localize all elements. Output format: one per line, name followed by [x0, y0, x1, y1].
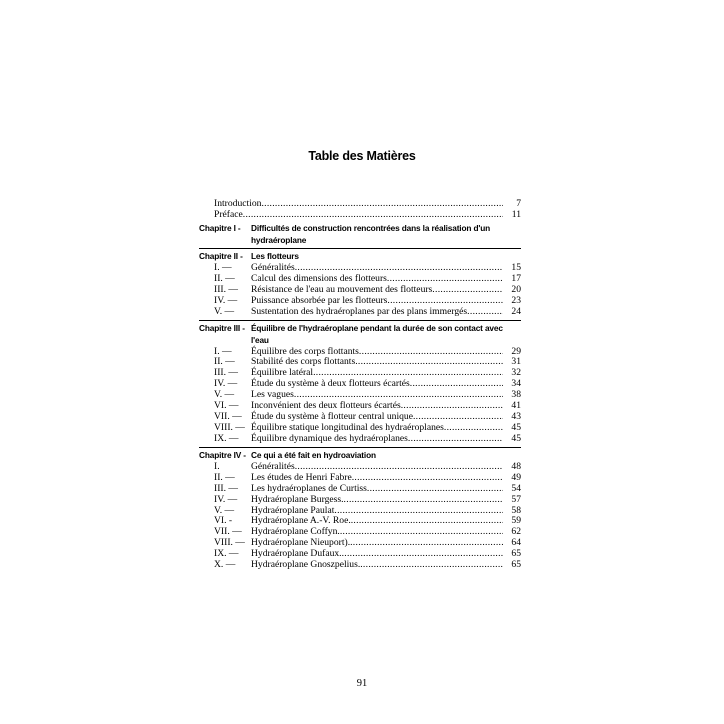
- toc-entry-page: 45: [511, 433, 521, 445]
- toc-entry-label: Étude du système à flotteur central unique: [251, 411, 413, 423]
- leader-dots: [334, 506, 503, 517]
- toc-entry: [199, 307, 521, 318]
- toc-entry: [199, 357, 521, 368]
- toc-entry-number: I. —: [214, 345, 232, 357]
- toc-entry-label: Étude du système à deux flotteurs écartés: [251, 378, 410, 390]
- toc-entry-page: 23: [511, 295, 521, 307]
- toc-entry-number: II. —: [214, 273, 235, 285]
- chapter-heading: [199, 323, 521, 347]
- chapter-section: [199, 251, 521, 320]
- toc-entry-number: III. —: [214, 284, 238, 296]
- toc-entry-number: VIII. —: [214, 422, 245, 434]
- toc-entry-number: IV. —: [214, 378, 238, 390]
- toc-entry-page: 24: [511, 306, 521, 318]
- toc-entry-page: 38: [511, 389, 521, 401]
- toc-entry-number: V. —: [214, 306, 235, 318]
- chapter-section: [199, 223, 521, 250]
- chapter-divider: [199, 320, 521, 321]
- toc-entry-page: 65: [511, 548, 521, 560]
- toc-entry-page: 17: [511, 273, 521, 285]
- toc-entry-page: 48: [511, 460, 521, 472]
- toc-entry-page: 31: [511, 356, 521, 368]
- toc-entry-number: IX. —: [214, 433, 239, 445]
- toc-entry-label: Les études de Henri Fabre: [251, 471, 352, 483]
- toc-entry-page: 45: [511, 422, 521, 434]
- leader-dots: [432, 285, 503, 296]
- toc-entry-page: 65: [511, 559, 521, 571]
- toc-entry-number: V. —: [214, 504, 235, 516]
- leader-dots: [401, 401, 503, 412]
- toc-entry-page: 41: [511, 400, 521, 412]
- toc-entry-label: Équilibre des corps flottants: [251, 345, 359, 357]
- toc-entry: [199, 379, 521, 390]
- page-title: Table des Matières: [308, 149, 416, 163]
- toc-entry-label: Généralités: [251, 262, 295, 274]
- toc-entry: [199, 538, 521, 549]
- toc-entry-label: Équilibre statique longitudinal des hydraéroplanes: [251, 422, 444, 434]
- toc-entry-page: 34: [511, 378, 521, 390]
- leader-dots: [367, 484, 503, 495]
- chapter-heading: [199, 251, 521, 263]
- toc-entry: [199, 527, 521, 538]
- chapter-section: [199, 323, 521, 448]
- toc-entry-label: Hydraéroplane Burgess.: [251, 493, 344, 505]
- toc-entry: [199, 516, 521, 527]
- toc-entry-number: IV. —: [214, 493, 238, 505]
- toc-entry: [199, 560, 521, 571]
- toc-entry-page: 11: [511, 208, 521, 220]
- toc-entry-label: Les vagues: [251, 389, 294, 401]
- toc-entry-page: 29: [511, 345, 521, 357]
- toc-entry-label: Inconvénient des deux flotteurs écartés: [251, 400, 401, 412]
- toc-entry-label: Introduction: [214, 198, 262, 209]
- toc-entry-label: Puissance absorbée par les flotteurs: [251, 295, 388, 307]
- leader-dots: [352, 473, 503, 484]
- chapter-title: Difficultés de construction rencontrées dans la réalisation d'un hydraéroplane: [251, 222, 491, 245]
- toc-entry-page: 49: [511, 471, 521, 483]
- toc-entry-page: 32: [511, 367, 521, 379]
- toc-entry-label: Hydraéroplane Gnoszpelius.: [251, 559, 361, 571]
- toc-entry: [199, 495, 521, 506]
- leader-dots: [351, 516, 503, 527]
- leader-dots: [360, 560, 503, 571]
- toc-entry-label: Équilibre dynamique des hydraéroplanes: [251, 433, 408, 445]
- toc-entry-preface: [199, 210, 521, 221]
- chapter-label: Chapitre II -: [199, 251, 243, 262]
- toc-entry-number: V. —: [214, 389, 235, 401]
- toc-entry-page: 7: [516, 198, 521, 209]
- toc-entry-label: Hydraéroplane Nieuport).: [251, 537, 351, 549]
- leader-dots: [410, 379, 503, 390]
- toc-entry-label: Hydraéroplane Dufaux.: [251, 548, 342, 560]
- toc-entry-number: VI. -: [214, 515, 233, 527]
- leader-dots: [359, 347, 503, 358]
- toc-entry-page: 62: [511, 526, 521, 538]
- chapter-label: Chapitre I -: [199, 222, 241, 233]
- leader-dots: [467, 307, 503, 318]
- chapter-title: Équilibre de l'hydraéroplane pendant la durée de son contact avec l'eau: [251, 322, 503, 345]
- chapter-label: Chapitre III -: [199, 322, 245, 333]
- toc-entry: [199, 434, 521, 445]
- leader-dots: [340, 527, 503, 538]
- leader-dots: [342, 549, 503, 560]
- toc-entry-label: Sustentation des hydraéroplanes par des plans immergés: [251, 306, 468, 318]
- toc-entry-label: Préface: [214, 208, 243, 220]
- leader-dots: [444, 423, 503, 434]
- toc-entry-introduction: [199, 199, 521, 210]
- leader-dots: [355, 357, 503, 368]
- leader-dots: [243, 210, 503, 221]
- toc-entry-number: VI. —: [214, 400, 239, 412]
- toc-entry-page: 58: [511, 504, 521, 516]
- toc-entry-label: Les hydraéroplanes de Curtiss: [251, 482, 367, 494]
- chapter-list: [199, 223, 521, 571]
- toc-entry-label: Généralités: [251, 460, 295, 472]
- chapter-label: Chapitre IV -: [199, 449, 246, 460]
- toc-entry-label: Hydraéroplane Paulat: [251, 504, 335, 516]
- toc-entry-number: IV. —: [214, 295, 238, 307]
- leader-dots: [344, 495, 503, 506]
- toc-entry-label: Hydraéroplane Coffyn.: [251, 526, 340, 538]
- toc-entry-number: III. —: [214, 482, 238, 494]
- leader-dots: [408, 434, 503, 445]
- toc-entry: [199, 462, 521, 473]
- toc-entry-number: VIII. —: [214, 537, 245, 549]
- toc-entry: [199, 506, 521, 517]
- toc-entry-number: VII. —: [214, 411, 242, 423]
- chapter-divider: [199, 447, 521, 448]
- toc-entry-page: 15: [511, 262, 521, 274]
- leader-dots: [350, 538, 503, 549]
- toc-entry-label: Équilibre latéral: [251, 367, 314, 379]
- chapter-heading: [199, 450, 521, 462]
- table-of-contents: [199, 199, 521, 571]
- toc-entry-page: 43: [511, 411, 521, 423]
- toc-entry-number: VII. —: [214, 526, 242, 538]
- toc-entry: [199, 484, 521, 495]
- toc-entry-number: I.: [214, 460, 220, 472]
- page-number: 91: [356, 678, 368, 689]
- chapter-title: Les flotteurs: [251, 251, 299, 262]
- toc-entry-label: Hydraéroplane A.-V. Roe.: [251, 515, 351, 527]
- chapter-title: Ce qui a été fait en hydroaviation: [251, 449, 376, 460]
- chapter-heading: [199, 223, 521, 247]
- toc-entry-number: II. —: [214, 471, 235, 483]
- leader-dots: [261, 199, 503, 210]
- toc-entry-page: 64: [511, 537, 521, 549]
- toc-entry-number: IX. —: [214, 548, 239, 560]
- toc-entry-page: 57: [511, 493, 521, 505]
- toc-entry-number: X. —: [214, 559, 236, 571]
- chapter-divider: [199, 248, 521, 249]
- toc-entry: [199, 347, 521, 358]
- toc-entry-page: 54: [511, 482, 521, 494]
- toc-entry-number: II. —: [214, 356, 235, 368]
- toc-entry-label: Résistance de l'eau au mouvement des flotteurs: [251, 284, 433, 296]
- toc-entry: [199, 549, 521, 560]
- toc-entry-page: 20: [511, 284, 521, 296]
- toc-entry-label: Calcul des dimensions des flotteurs: [251, 273, 387, 285]
- toc-entry-label: Stabilité des corps flottants: [251, 356, 356, 368]
- toc-entry-page: 59: [511, 515, 521, 527]
- toc-entry-number: III. —: [214, 367, 238, 379]
- chapter-section: [199, 450, 521, 571]
- toc-entry-number: I. —: [214, 262, 232, 274]
